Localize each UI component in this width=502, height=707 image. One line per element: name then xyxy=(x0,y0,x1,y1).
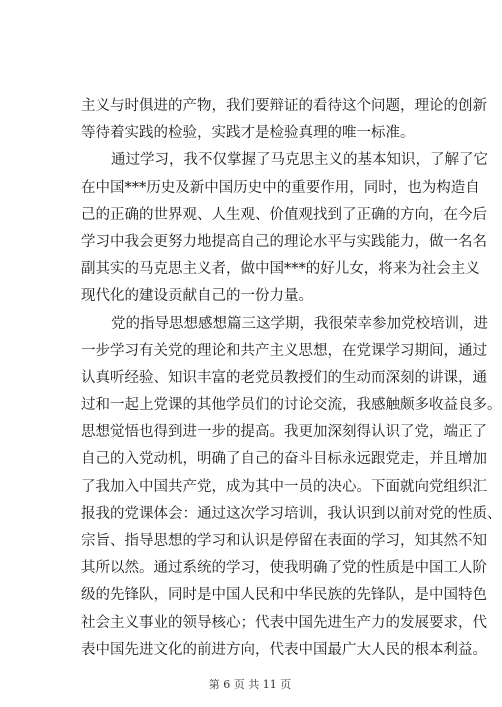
text-line: 在中国***历史及新中国历史中的重要作用，同时，也为构造自 xyxy=(81,179,480,196)
text-line: 等待着实践的检验，实践才是检验真理的唯一标准。 xyxy=(81,125,415,142)
text-line: 学习中我会更努力地提高自己的理论水平与实践能力，做一名名 xyxy=(81,233,487,250)
text-line: 己的正确的世界观、人生观、价值观找到了正确的方向，在今后 xyxy=(81,206,487,223)
text-line: 副其实的马克思主义者，做中国***的好儿女，将来为社会主义 xyxy=(81,261,480,278)
text-line: 思想觉悟也得到进一步的提高。我更加深刻得认识了党，端正了 xyxy=(81,424,487,441)
text-line: 表中国先进文化的前进方向，代表中国最广大人民的根本利益。 xyxy=(81,641,487,658)
text-line: 报我的党课体会：通过这次学习培训，我认识到以前对党的性质、 xyxy=(81,505,502,522)
paragraph-first-line: 党的指导思想感想篇三这学期，我很荣幸参加党校培训，进 xyxy=(111,315,488,332)
document-body xyxy=(81,93,502,664)
text-line: 社会主义事业的领导核心；代表中国先进生产力的发展要求，代 xyxy=(81,614,487,631)
text-line: 过和一起上党课的其他学员们的讨论交流，我感触颇多收益良多。 xyxy=(81,397,502,414)
text-line: 现代化的建设贡献自己的一份力量。 xyxy=(81,288,313,305)
text-line: 级的先锋队，同时是中国人民和中华民族的先锋队，是中国特色 xyxy=(81,587,487,604)
text-line: 了我加入中国共产党，成为其中一员的决心。下面就向党组织汇 xyxy=(81,478,487,495)
text-line: 其所以然。通过系统的学习，使我明确了党的性质是中国工人阶 xyxy=(81,560,487,577)
text-line: 自己的入党动机，明确了自己的奋斗目标永远跟党走，并且增加 xyxy=(81,451,487,468)
text-line: 认真听经验、知识丰富的老党员教授们的生动而深刻的讲课，通 xyxy=(81,369,487,386)
paragraph-first-line: 通过学习，我不仅掌握了马克思主义的基本知识，了解了它 xyxy=(111,152,488,169)
text-line: 主义与时俱进的产物，我们要辩证的看待这个问题，理论的创新 xyxy=(81,98,487,114)
text-line: 一步学习有关党的理论和共产主义思想，在党课学习期间，通过 xyxy=(81,342,487,359)
text-line: 宗旨、指导思想的学习和认识是停留在表面的学习，知其然不知 xyxy=(81,533,487,549)
page-number-footer: 第 6 页 共 11 页 xyxy=(208,678,292,691)
